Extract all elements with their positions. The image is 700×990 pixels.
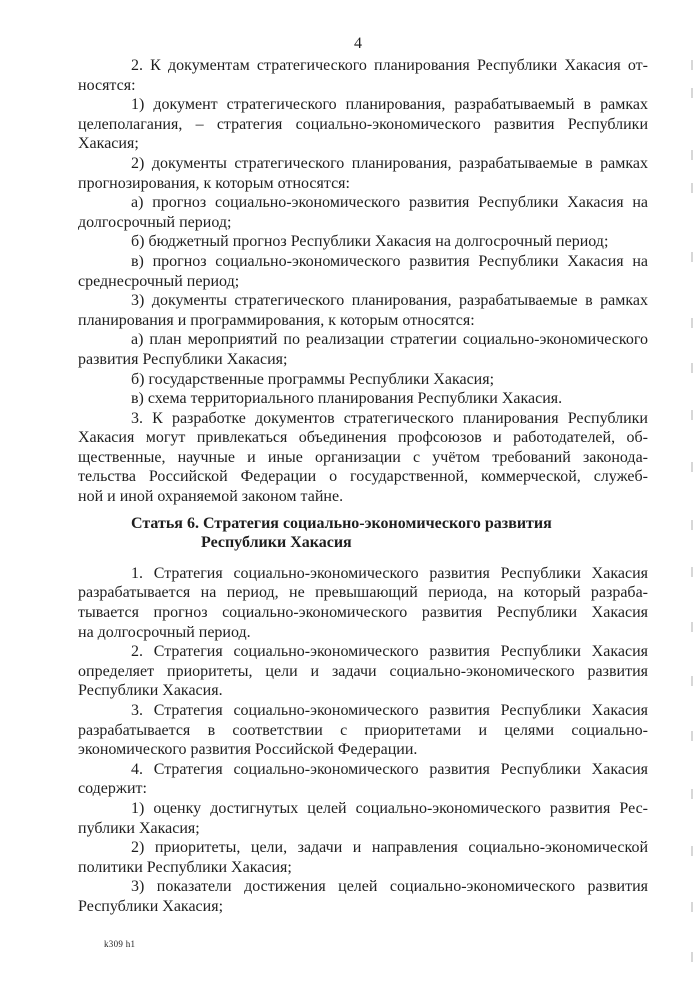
paragraph: [78, 760, 648, 799]
paragraph: [78, 389, 648, 409]
text-line: целеполагания, – стратегия социально-экономического развития Республики: [78, 115, 648, 133]
text-line: в) схема территориального планирования Республики Хакасия.: [131, 390, 563, 408]
scan-artifact-mark: [691, 363, 693, 373]
scan-artifact-mark: [691, 952, 693, 962]
text-line: 2. К документам стратегического планирования Республики Хакасия от-: [131, 57, 648, 74]
text-line: Республики Хакасия;: [78, 897, 224, 915]
paragraph: [78, 838, 648, 877]
text-line: Республики Хакасия: [201, 534, 352, 552]
document-body: [78, 56, 648, 917]
text-line: экономического развития Российской Федерации.: [78, 741, 418, 759]
text-line: прогнозирования, к которым относятся:: [78, 174, 350, 192]
paragraph: [78, 642, 648, 701]
text-line: б) бюджетный прогноз Республики Хакасия на долгосрочный период;: [131, 233, 609, 251]
text-line: долгосрочный период;: [78, 213, 232, 231]
scan-artifact-mark: [691, 60, 693, 70]
paragraph: [78, 154, 648, 193]
paragraph: [78, 330, 648, 369]
text-line: б) государственные программы Республики Хакасия;: [131, 370, 495, 388]
text-line: 3. К разработке документов стратегического планирования Республики: [131, 409, 648, 427]
text-line: среднесрочный период;: [78, 272, 240, 290]
text-line: 3. Стратегия социально-экономического развития Республики Хакасия: [131, 702, 648, 719]
text-line: 2. Стратегия социально-экономического развития Республики Хакасия: [131, 643, 648, 661]
text-line: носятся:: [78, 76, 136, 94]
text-line: тывается прогноз социально-экономического развития Республики Хакасия: [78, 604, 648, 622]
scan-artifact-mark: [691, 410, 693, 420]
paragraph: [78, 252, 648, 291]
text-line: планирования и программирования, к которым относятся:: [78, 311, 475, 329]
scan-artifact-mark: [691, 846, 693, 856]
text-line: 3) документы стратегического планирования, разрабатываемые в рамках: [131, 292, 648, 310]
text-line: определяет приоритеты, цели и задачи социально-экономического развития: [78, 662, 648, 680]
section-heading: [78, 514, 648, 553]
scan-artifact-mark: [691, 318, 693, 328]
text-line: политики Республики Хакасия;: [78, 858, 292, 876]
text-line: Республики Хакасия.: [78, 682, 223, 700]
scan-artifact-mark: [691, 789, 693, 799]
text-line: тельства Российской Федерации о государственной, коммерческой, служеб-: [78, 468, 648, 486]
text-line: 3) показатели достижения целей социально-экономического развития: [131, 878, 648, 896]
text-line: Хакасия;: [78, 135, 139, 153]
text-line: а) план мероприятий по реализации стратегии социально-экономического: [131, 331, 648, 349]
scan-artifact-mark: [691, 676, 693, 686]
scan-artifact-mark: [691, 88, 693, 98]
scan-artifact-mark: [691, 462, 693, 472]
text-line: 2) приоритеты, цели, задачи и направления социально-экономической: [131, 839, 648, 857]
text-line: публики Хакасия;: [78, 819, 200, 837]
scan-artifact-mark: [691, 902, 693, 912]
text-line: Хакасия могут привлекаться объединения профсоюзов и работодателей, об-: [78, 429, 648, 447]
scan-artifact-mark: [691, 567, 693, 577]
text-line: 1) документ стратегического планирования, разрабатываемый в рамках: [131, 96, 648, 114]
paragraph: [78, 232, 648, 252]
text-line: 1) оценку достигнутых целей социально-экономического развития Рес-: [131, 799, 648, 817]
scan-artifact-mark: [691, 731, 693, 741]
text-line: в) прогноз социально-экономического развития Республики Хакасия на: [131, 252, 648, 270]
text-line: разрабатывается в соответствии с приоритетами и целями социально-: [78, 721, 648, 739]
paragraph: [78, 56, 648, 95]
page-number: 4: [354, 35, 362, 52]
scan-artifact-mark: [691, 150, 693, 160]
paragraph: [78, 95, 648, 154]
text-line: содержит:: [78, 780, 147, 798]
paragraph: [78, 701, 648, 760]
paragraph: [78, 564, 648, 642]
text-line: развития Республики Хакасия;: [78, 350, 288, 368]
paragraph: [78, 877, 648, 916]
text-line: Статья 6. Стратегия социально-экономического развития: [131, 514, 552, 532]
text-line: на долгосрочный период.: [78, 623, 251, 641]
scan-artifact-mark: [691, 183, 693, 193]
text-line: а) прогноз социально-экономического развития Республики Хакасия на: [131, 194, 648, 212]
paragraph: [78, 291, 648, 330]
paragraph: [78, 370, 648, 390]
text-line: 4. Стратегия социально-экономического развития Республики Хакасия: [131, 760, 648, 778]
text-line: разрабатывается на период, не превышающий периода, на который разраба-: [78, 584, 648, 602]
text-line: ной и иной охраняемой законом тайне.: [78, 488, 344, 506]
scan-artifact-mark: [691, 252, 693, 262]
scan-artifact-mark: [691, 520, 693, 530]
text-line: 2) документы стратегического планирования, разрабатываемые в рамках: [131, 154, 648, 172]
scan-artifact-mark: [691, 622, 693, 632]
footer-note: k309 h1: [104, 939, 136, 949]
paragraph: [78, 409, 648, 507]
paragraph: [78, 193, 648, 232]
paragraph: [78, 799, 648, 838]
text-line: щественные, научные и иные организации с учётом требований законода-: [78, 448, 648, 466]
text-line: 1. Стратегия социально-экономического развития Республики Хакасия: [131, 564, 648, 582]
